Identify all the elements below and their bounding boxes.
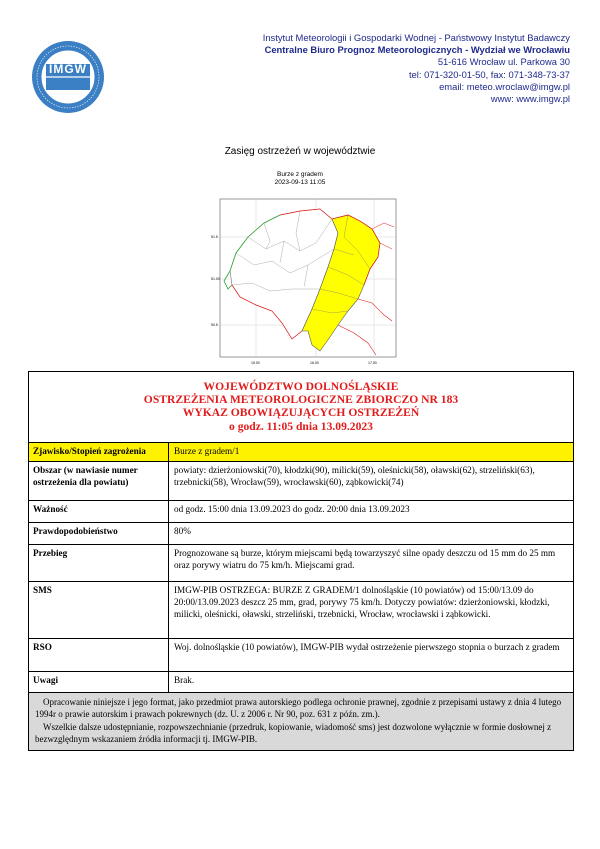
table-row-course bbox=[29, 545, 573, 582]
org-name: Instytut Meteorologii i Gospodarki Wodnej - Państwowy Instytut Badawczy bbox=[262, 32, 570, 43]
table-row-validity bbox=[29, 501, 573, 523]
table-row-sms bbox=[29, 582, 573, 639]
lat-label: 51.5 bbox=[211, 235, 218, 239]
row-label: SMS bbox=[29, 582, 169, 638]
row-label: Prawdopodobieństwo bbox=[29, 523, 169, 544]
list-title: WYKAZ OBOWIĄZUJĄCYCH OSTRZEŻEŃ bbox=[182, 406, 420, 420]
row-value: Brak. bbox=[174, 675, 195, 685]
row-value: Prognozowane są burze, którym miejscami będą towarzyszyć silne opady deszczu od 15 mm do 25 mm oraz porywy wiatru do 75 km/h. Miejscami grad. bbox=[174, 548, 556, 571]
table-row-phenomenon bbox=[29, 443, 573, 462]
row-label: Obszar (w nawiasie numer ostrzeżenia dla powiatu) bbox=[29, 462, 169, 500]
table-row-probability bbox=[29, 523, 573, 545]
row-label: Zjawisko/Stopień zagrożenia bbox=[29, 443, 169, 461]
map-phenomenon: Burze z gradem bbox=[277, 171, 323, 178]
imgw-logo bbox=[31, 40, 105, 114]
map-title: Zasięg ostrzeżeń w województwie bbox=[224, 146, 376, 157]
lon-label: 16.00 bbox=[310, 361, 319, 365]
issue-time: o godz. 11:05 dnia 13.09.2023 bbox=[229, 419, 373, 433]
row-label: Przebieg bbox=[29, 545, 169, 581]
organization-header bbox=[263, 32, 570, 105]
lon-label: 17.00 bbox=[368, 361, 377, 365]
warning-table bbox=[28, 371, 574, 751]
warning-map bbox=[208, 193, 402, 367]
bulletin-title: OSTRZEŻENIA METEOROLOGICZNE ZBIORCZO NR 183 bbox=[143, 393, 459, 407]
row-value: Woj. dolnośląskie (10 powiatów), IMGW-PIB wydał ostrzeżenie pierwszego stopnia o burzach z gradem bbox=[174, 642, 560, 652]
row-value: powiaty: dzierżoniowski(70), kłodzki(90), milicki(59), oleśnicki(58), oławski(62), strzeliński(63), trzebnicki(58), Wrocław(59), wrocławski(60), ząbkowicki(74) bbox=[174, 465, 535, 488]
row-label: Uwagi bbox=[29, 672, 169, 692]
row-label: Ważność bbox=[29, 501, 169, 522]
table-row-area bbox=[29, 462, 573, 501]
row-label: RSO bbox=[29, 639, 169, 671]
org-email[interactable]: email: meteo.wroclaw@imgw.pl bbox=[439, 80, 570, 92]
logo-text: IMGW bbox=[49, 62, 87, 76]
org-phone: tel: 071-320-01-50, fax: 071-348-73-37 bbox=[408, 68, 570, 80]
voivodeship-title: WOJEWÓDZTWO DOLNOŚLĄSKIE bbox=[203, 380, 399, 393]
org-address: 51-616 Wrocław ul. Parkowa 30 bbox=[437, 56, 570, 68]
table-row-notes bbox=[29, 672, 573, 693]
row-value: od godz. 15:00 dnia 13.09.2023 do godz. 20:00 dnia 13.09.2023 bbox=[174, 504, 410, 514]
row-value: IMGW-PIB OSTRZEGA: BURZE Z GRADEM/1 dolnośląskie (10 powiatów) od 15:00/13.09 do 20:00/13.09.2023 deszcz 25 mm, grad, porywy 75 km/h. Dotyczy powiatów: dzierżoniowski, kłodzki, milicki, oleśnicki, oławski, strzeliński, trzebnicki, Wrocław, wrocławski i ząbkowicki. bbox=[174, 585, 550, 620]
copyright-text: Opracowanie niniejsze i jego format, jako przedmiot prawa autorskiego podlega ochronie prawnej, zgodnie z przepisami ustawy z dnia 4 lutego 1994r o prawie autorskim i prawach pokrewnych (dz. U. z 2006 r. Nr 90, poz. 631 z późn. zm.). bbox=[35, 697, 562, 720]
org-website[interactable]: www: www.imgw.pl bbox=[490, 93, 570, 105]
copyright-footer bbox=[29, 693, 573, 750]
map-timestamp: 2023-09-13 11:05 bbox=[274, 179, 326, 186]
org-division: Centralne Biuro Prognoz Meteorologicznych - Wydział we Wrocławiu bbox=[264, 44, 570, 56]
distribution-text: Wszelkie dalsze udostępnianie, rozpowszechnianie (przedruk, kopiowanie, wiadomość sms) jest dozwolone wyłącznie w formie dosłownej z bezwzględnym wskazaniem źródła informacji tj. IMGW-PIB. bbox=[35, 721, 552, 745]
map-subtitle bbox=[200, 171, 400, 187]
warning-banner bbox=[29, 372, 573, 443]
lat-label: 50.5 bbox=[211, 323, 218, 327]
lon-label: 15.00 bbox=[251, 361, 260, 365]
table-row-rso bbox=[29, 639, 573, 672]
row-value: 80% bbox=[174, 526, 191, 536]
row-value: Burze z gradem/1 bbox=[174, 446, 240, 456]
lat-label: 51.00 bbox=[211, 277, 220, 281]
